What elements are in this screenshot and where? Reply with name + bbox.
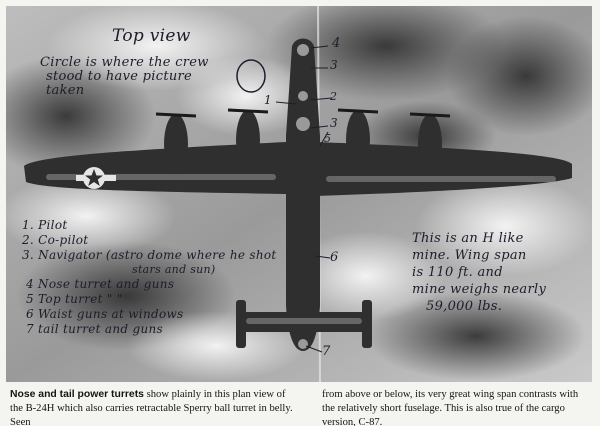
callout-2: 2 [330,90,338,103]
right-note-line: mine weighs nearly [412,282,547,297]
caption-bold: Nose and tail power turrets [10,389,144,400]
engine-1 [164,114,188,174]
caption-right: from above or below, its very great wing span contrasts with the relatively short fuselage. This is also true of the cargo version, C-87. [322,389,579,426]
circle-note-line: Circle is where the crew [40,55,209,70]
engine-4 [418,114,442,174]
callout-3b: 3 [330,116,338,130]
right-fin [362,300,372,348]
callout-6: 6 [330,250,339,265]
caption [10,388,590,426]
legend-item: 4 Nose turret and guns [26,277,175,291]
circle-note [40,56,209,98]
right-note-line: This is an H like [412,231,524,246]
circle-note-line: taken [46,83,85,98]
fuselage [286,39,320,352]
legend-item: 2. Co-pilot [22,233,89,247]
legend-item: stars and sun) [132,263,216,276]
right-note [412,230,546,315]
handwritten-title: Top view [112,26,191,46]
legend-item: 1. Pilot [22,218,68,232]
crew-legend [22,218,277,337]
caption-left [10,388,300,426]
legend-item: 5 Top turret " " [26,292,123,306]
callout-3a: 3 [330,58,338,72]
right-note-line: is 110 ft. and [412,265,503,280]
callout-4: 4 [332,36,341,51]
callout-1: 1 [264,93,272,107]
callout-5: 5 [324,132,332,145]
caption-columns [10,388,590,426]
right-note-line: 59,000 lbs. [426,299,503,314]
right-note-line: mine. Wing span [412,248,527,263]
legend-item: 6 Waist guns at windows [26,307,184,321]
callout-7: 7 [322,344,331,359]
caption-left-text: show plainly in this plan view of the B-24H which also carries retractable Sperry ball turret in belly. Seen [10,389,293,426]
engine-2 [236,110,260,170]
legend-item: 7 tail turret and guns [26,322,163,336]
engine-3 [346,110,370,170]
circle-note-line: stood to have picture [46,69,193,84]
legend-item: 3. Navigator (astro dome where he shot [22,248,277,262]
